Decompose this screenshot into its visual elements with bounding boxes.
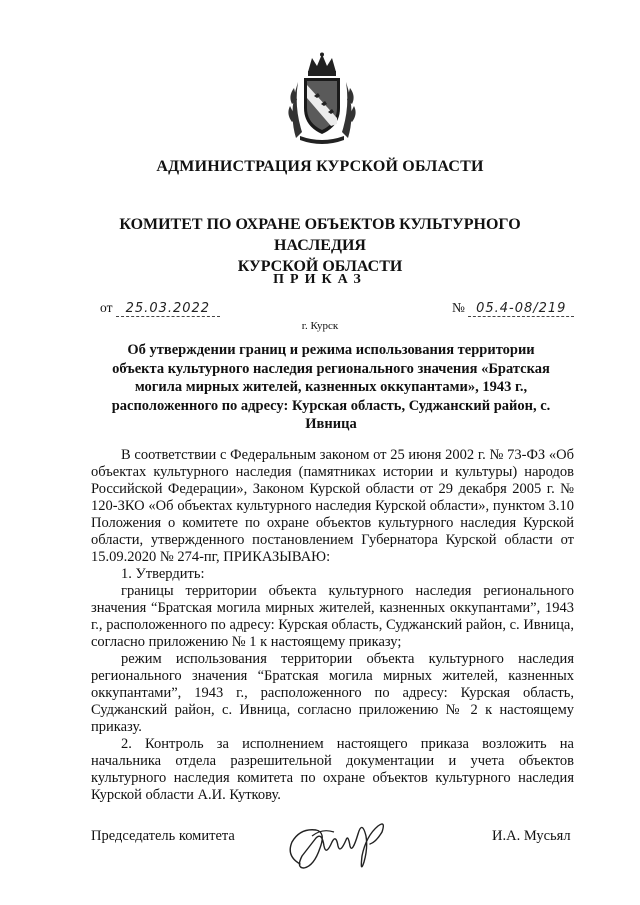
committee-title-line2: КУРСКОЙ ОБЛАСТИ (237, 258, 403, 275)
kursk-coat-of-arms-icon (286, 52, 358, 144)
subject-title: Об утверждении границ и режима использования территории объекта культурного наследия регионального значения «Братская могила мирных жителей, казненных оккупантами», 1943 г., расположенного по адресу: Курская область, Суджанский район, с. Ивница (111, 342, 551, 432)
handwritten-signature-icon (282, 806, 402, 876)
document-type: ПРИКАЗ (273, 272, 367, 287)
date-prefix: от (100, 300, 113, 315)
committee-title-line1: КОМИТЕТ ПО ОХРАНЕ ОБЪЕКТОВ КУЛЬТУРНОГО НАСЛЕДИЯ (119, 216, 521, 254)
signer-position: Председатель комитета (91, 828, 235, 844)
administration-title: АДМИНИСТРАЦИЯ КУРСКОЙ ОБЛАСТИ (156, 158, 484, 175)
paragraph-preamble: В соответствии с Федеральным законом от 25 июня 2002 г. № 73-ФЗ «Об объектах культурного наследия (памятниках истории и культуры) народов Российской Федерации», Законом Курской области от 29 декабря 2005 г. № 120-ЗКО «Об объектах культурного наследия Курской области», пунктом 3.10 Положения о комитете по охране объектов культурного наследия Курской области, утвержденного постановлением Губернатора Курской области от 15.09.2020 № 274-пг, ПРИКАЗЫВАЮ: (91, 447, 574, 565)
paragraph-boundaries: границы территории объекта культурного наследия регионального значения “Братская могила мирных жителей, казненных оккупантами”, 1943 г., расположенного по адресу: Курская область, Суджанский район, с. Ивница, согласно приложению № 1 к настоящему приказу; (91, 583, 574, 650)
paragraph-item-1: 1. Утвердить: (121, 566, 205, 582)
signer-name: И.А. Мусьял (492, 828, 571, 844)
document-body (91, 447, 574, 804)
number-prefix: № (452, 300, 465, 315)
number-value: 05.4-08/219 (468, 301, 574, 317)
city: г. Курск (301, 320, 339, 332)
number-field (452, 300, 574, 317)
paragraph-item-2: 2. Контроль за исполнением настоящего приказа возложить на начальника отдела разрешительной документации и учета объектов культурного наследия комитета по охране объектов культурного наследия Курской области А.И. Куткову. (91, 736, 574, 803)
committee-title (80, 214, 560, 277)
paragraph-regime: режим использования территории объекта культурного наследия регионального значения “Братская могила мирных жителей, казненных оккупантами”, 1943 г., расположенного по адресу: Курская область, Суджанский район, с. Ивница, согласно приложению № 2 к настоящему приказу. (91, 651, 574, 735)
date-value: 25.03.2022 (116, 301, 220, 317)
date-field (100, 300, 220, 317)
